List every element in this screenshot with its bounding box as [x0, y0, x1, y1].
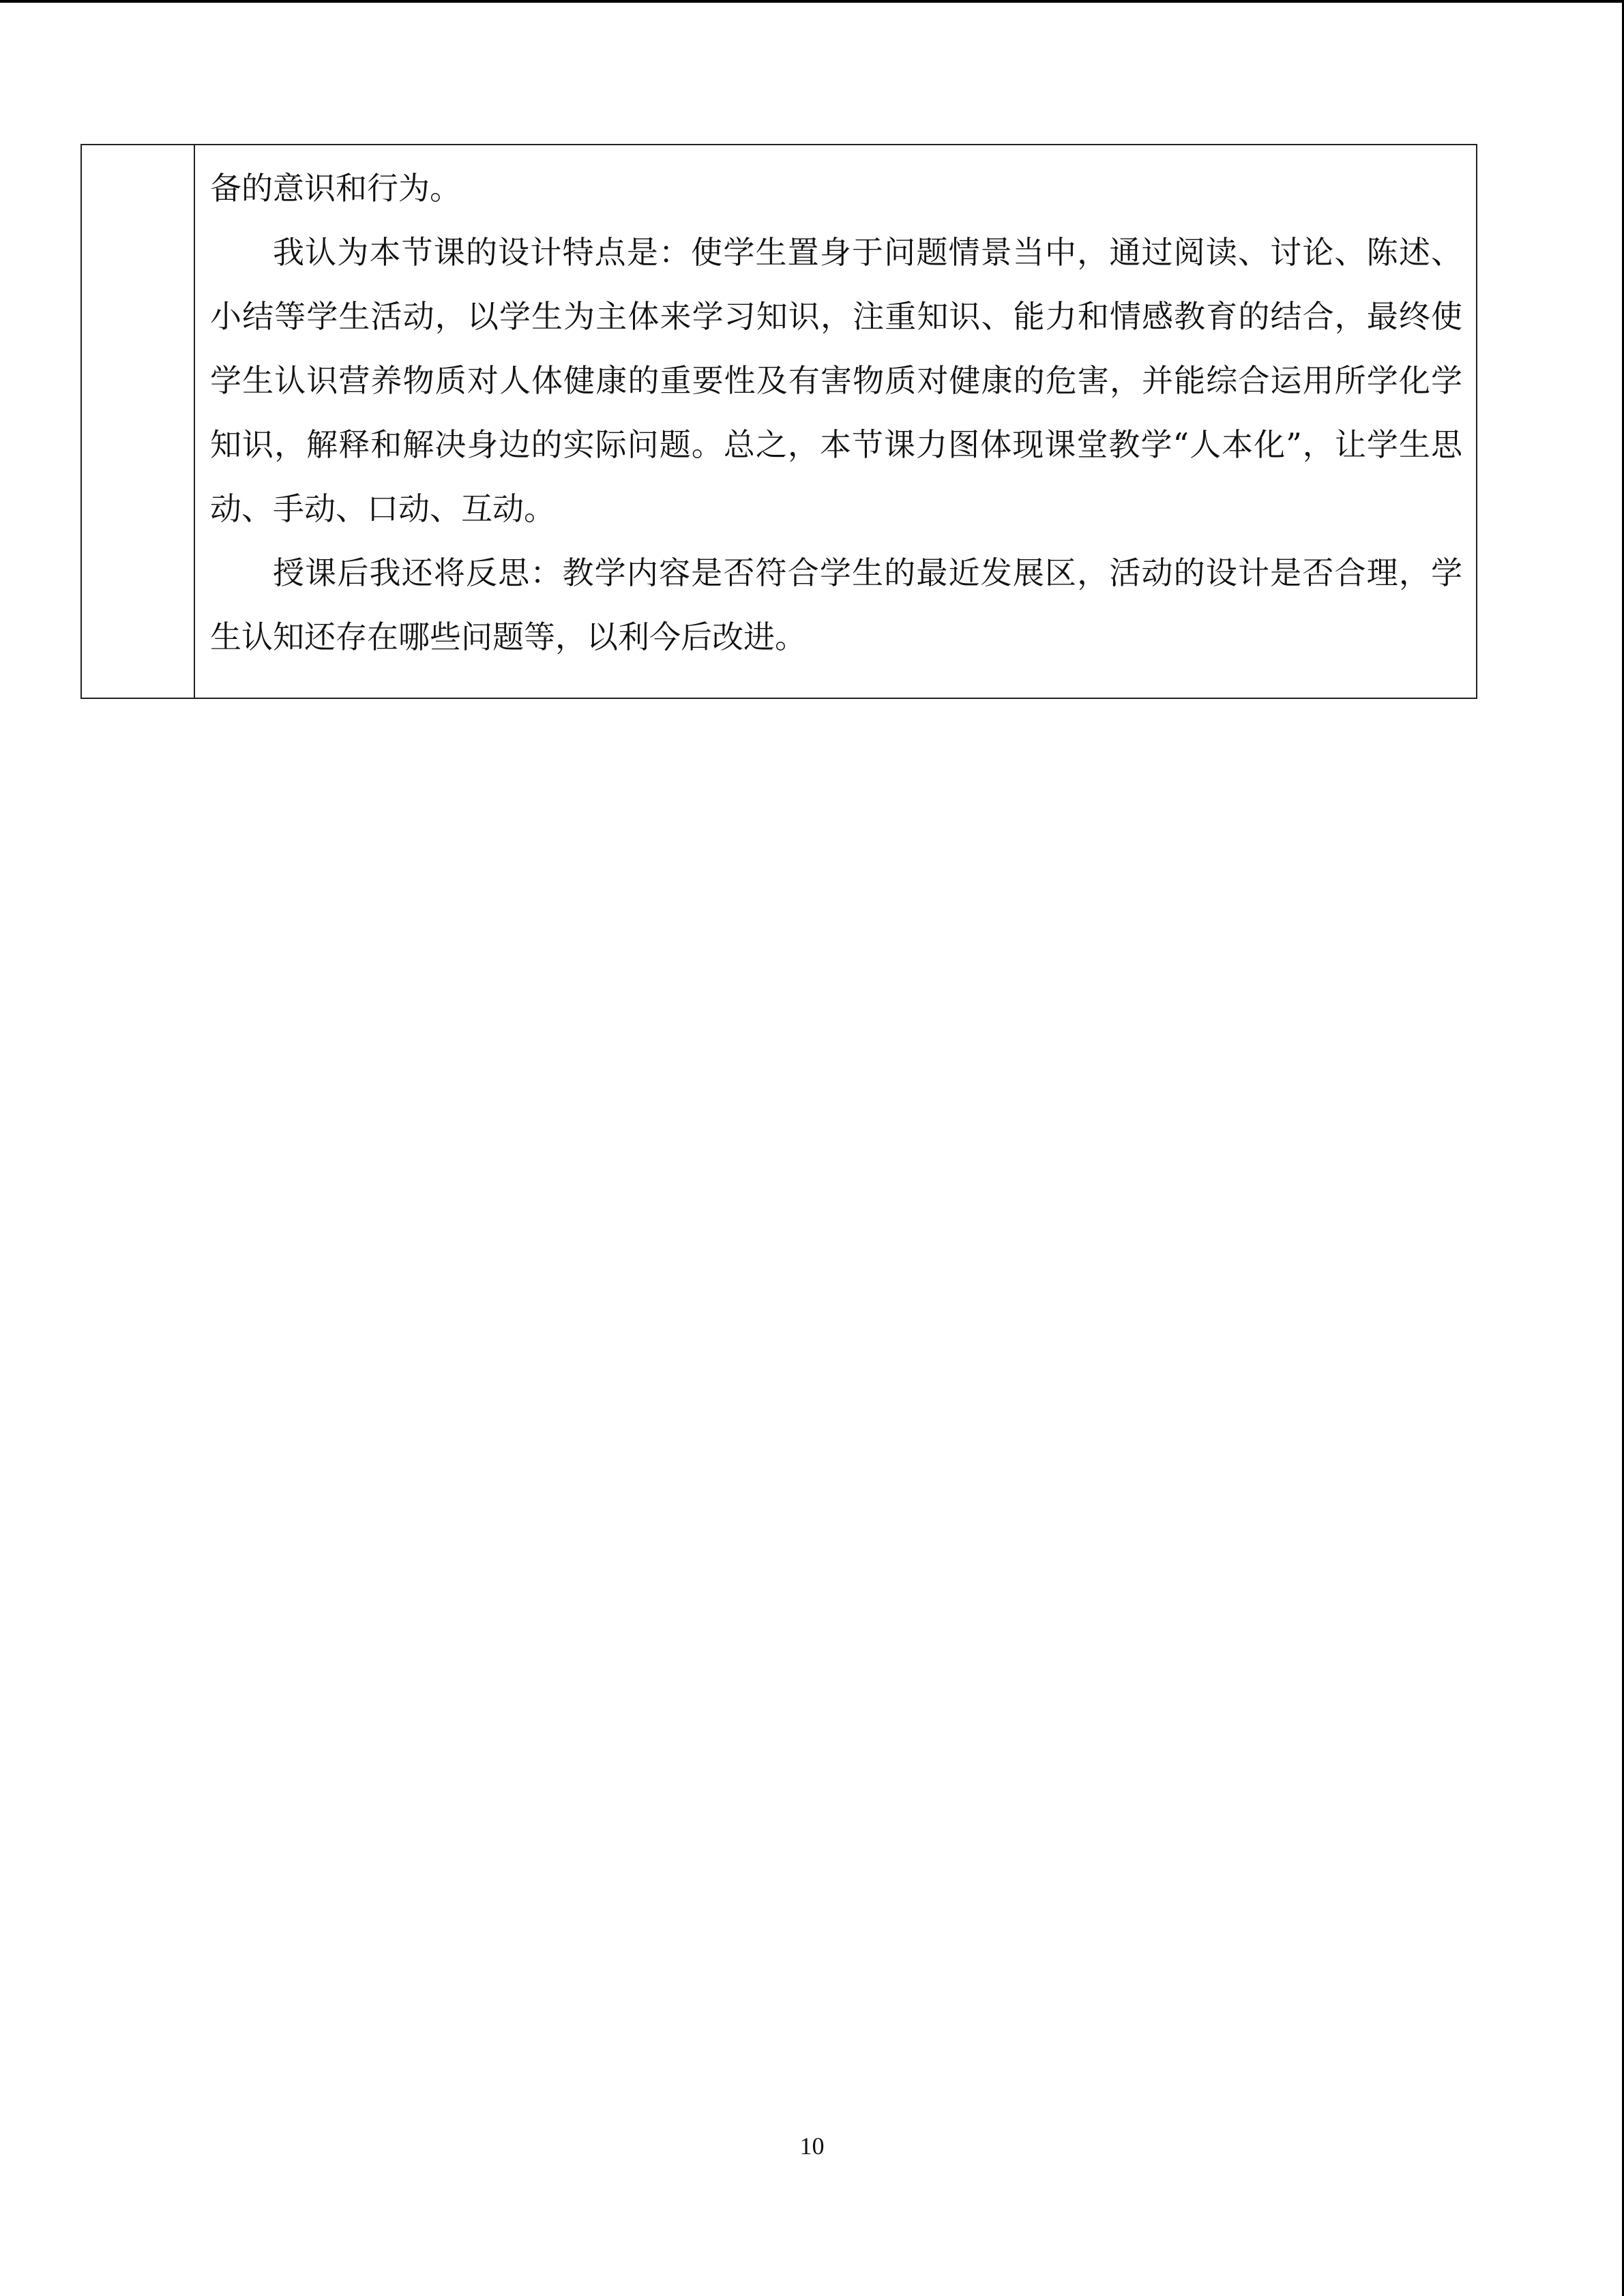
page-number: 10 — [799, 2132, 825, 2160]
paragraph-design-features: 我认为本节课的设计特点是：使学生置身于问题情景当中，通过阅读、讨论、陈述、小结等学生活动，以学生为主体来学习知识，注重知识、能力和情感教育的结合，最终使学生认识营养物质对人体健康的重要性及有害物质对健康的危害，并能综合运用所学化学知识，解释和解决身边的实际问题。总之，本节课力图体现课堂教学“人本化”，让学生思动、手动、口动、互动。 — [210, 234, 1462, 527]
table-content-cell — [195, 145, 1476, 698]
paragraph-post-lesson-reflection: 授课后我还将反思：教学内容是否符合学生的最近发展区，活动的设计是否合理，学生认知还存在哪些问题等，以利今后改进。 — [210, 554, 1462, 655]
top-border-line — [0, 0, 1624, 3]
reflection-table — [80, 144, 1477, 699]
table-label-cell — [82, 145, 195, 698]
paragraph-continuation: 备的意识和行为。 — [210, 170, 461, 207]
